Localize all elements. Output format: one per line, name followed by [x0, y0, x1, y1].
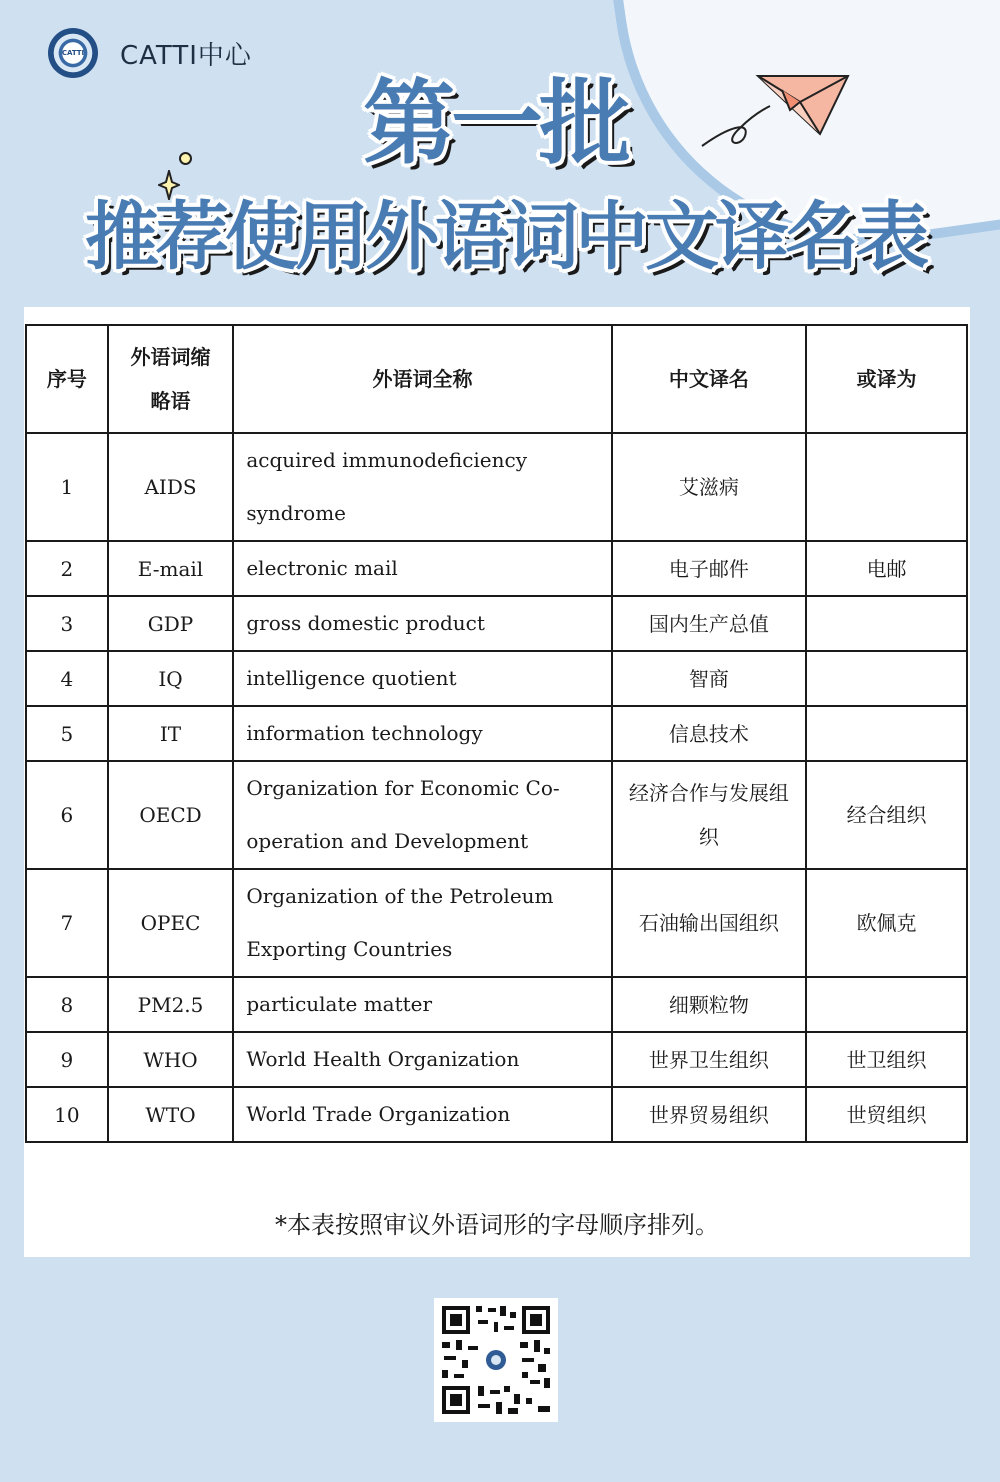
cell-cn: 石油输出国组织: [612, 869, 806, 977]
table-row: [26, 1032, 967, 1087]
cell-full: Organization of the Petroleum Exporting Countries: [233, 869, 611, 977]
cell-abbr: GDP: [108, 596, 234, 651]
title-line-2: 推荐使用外语词中文译名表: [85, 194, 925, 280]
cell-no: 4: [26, 651, 108, 706]
footnote: *本表按照审议外语词形的字母顺序排列。: [275, 1211, 719, 1239]
cell-full: intelligence quotient: [233, 651, 611, 706]
header-cn: 中文译名: [612, 325, 806, 433]
table-row: [26, 706, 967, 761]
cell-full: particulate matter: [233, 977, 611, 1032]
cell-full: information technology: [233, 706, 611, 761]
cell-cn: 细颗粒物: [612, 977, 806, 1032]
cell-full: electronic mail: [233, 541, 611, 596]
cell-alt: 经合组织: [806, 761, 967, 869]
cell-full: gross domestic product: [233, 596, 611, 651]
table-row: [26, 1087, 967, 1142]
cell-alt: 世卫组织: [806, 1032, 967, 1087]
cell-cn: 智商: [612, 651, 806, 706]
cell-alt: 欧佩克: [806, 869, 967, 977]
table-row: [26, 869, 967, 977]
cell-full: World Trade Organization: [233, 1087, 611, 1142]
cell-cn: 世界卫生组织: [612, 1032, 806, 1087]
cell-full: acquired immunodeficiency syndrome: [233, 433, 611, 541]
cell-abbr: OPEC: [108, 869, 234, 977]
cell-alt: [806, 651, 967, 706]
cell-alt: 电邮: [806, 541, 967, 596]
cell-abbr: WHO: [108, 1032, 234, 1087]
cell-cn: 经济合作与发展组织: [612, 761, 806, 869]
table-header-row: [26, 325, 967, 433]
cell-cn: 世界贸易组织: [612, 1087, 806, 1142]
title-line-1: 第一批: [362, 70, 627, 177]
table-row: [26, 596, 967, 651]
header-abbr: 外语词缩略语: [108, 325, 234, 433]
cell-alt: [806, 433, 967, 541]
cell-no: 2: [26, 541, 108, 596]
translation-table: [25, 324, 968, 1143]
cell-no: 3: [26, 596, 108, 651]
cell-no: 7: [26, 869, 108, 977]
table-row: [26, 541, 967, 596]
table-row: [26, 761, 967, 869]
table-row: [26, 651, 967, 706]
table-card: [24, 307, 970, 1257]
brand-name: CATTI中心: [120, 40, 252, 71]
table-row: [26, 977, 967, 1032]
cell-no: 9: [26, 1032, 108, 1087]
cell-abbr: IQ: [108, 651, 234, 706]
cell-no: 1: [26, 433, 108, 541]
table-row: [26, 433, 967, 541]
catti-logo-icon: CATTI: [48, 28, 98, 78]
header-alt: 或译为: [806, 325, 967, 433]
paper-plane-icon: [700, 66, 860, 156]
cell-alt: [806, 596, 967, 651]
cell-alt: 世贸组织: [806, 1087, 967, 1142]
cell-full: Organization for Economic Co-operation and Development: [233, 761, 611, 869]
cell-abbr: IT: [108, 706, 234, 761]
cell-full: World Health Organization: [233, 1032, 611, 1087]
cell-abbr: OECD: [108, 761, 234, 869]
cell-cn: 信息技术: [612, 706, 806, 761]
cell-no: 6: [26, 761, 108, 869]
header-full: 外语词全称: [233, 325, 611, 433]
cell-abbr: WTO: [108, 1087, 234, 1142]
cell-abbr: AIDS: [108, 433, 234, 541]
cell-cn: 艾滋病: [612, 433, 806, 541]
cell-alt: [806, 977, 967, 1032]
cell-cn: 国内生产总值: [612, 596, 806, 651]
cell-no: 10: [26, 1087, 108, 1142]
cell-abbr: PM2.5: [108, 977, 234, 1032]
header-no: 序号: [26, 325, 108, 433]
cell-no: 8: [26, 977, 108, 1032]
cell-cn: 电子邮件: [612, 541, 806, 596]
cell-abbr: E-mail: [108, 541, 234, 596]
cell-no: 5: [26, 706, 108, 761]
qr-code-icon[interactable]: [434, 1298, 558, 1422]
cell-alt: [806, 706, 967, 761]
